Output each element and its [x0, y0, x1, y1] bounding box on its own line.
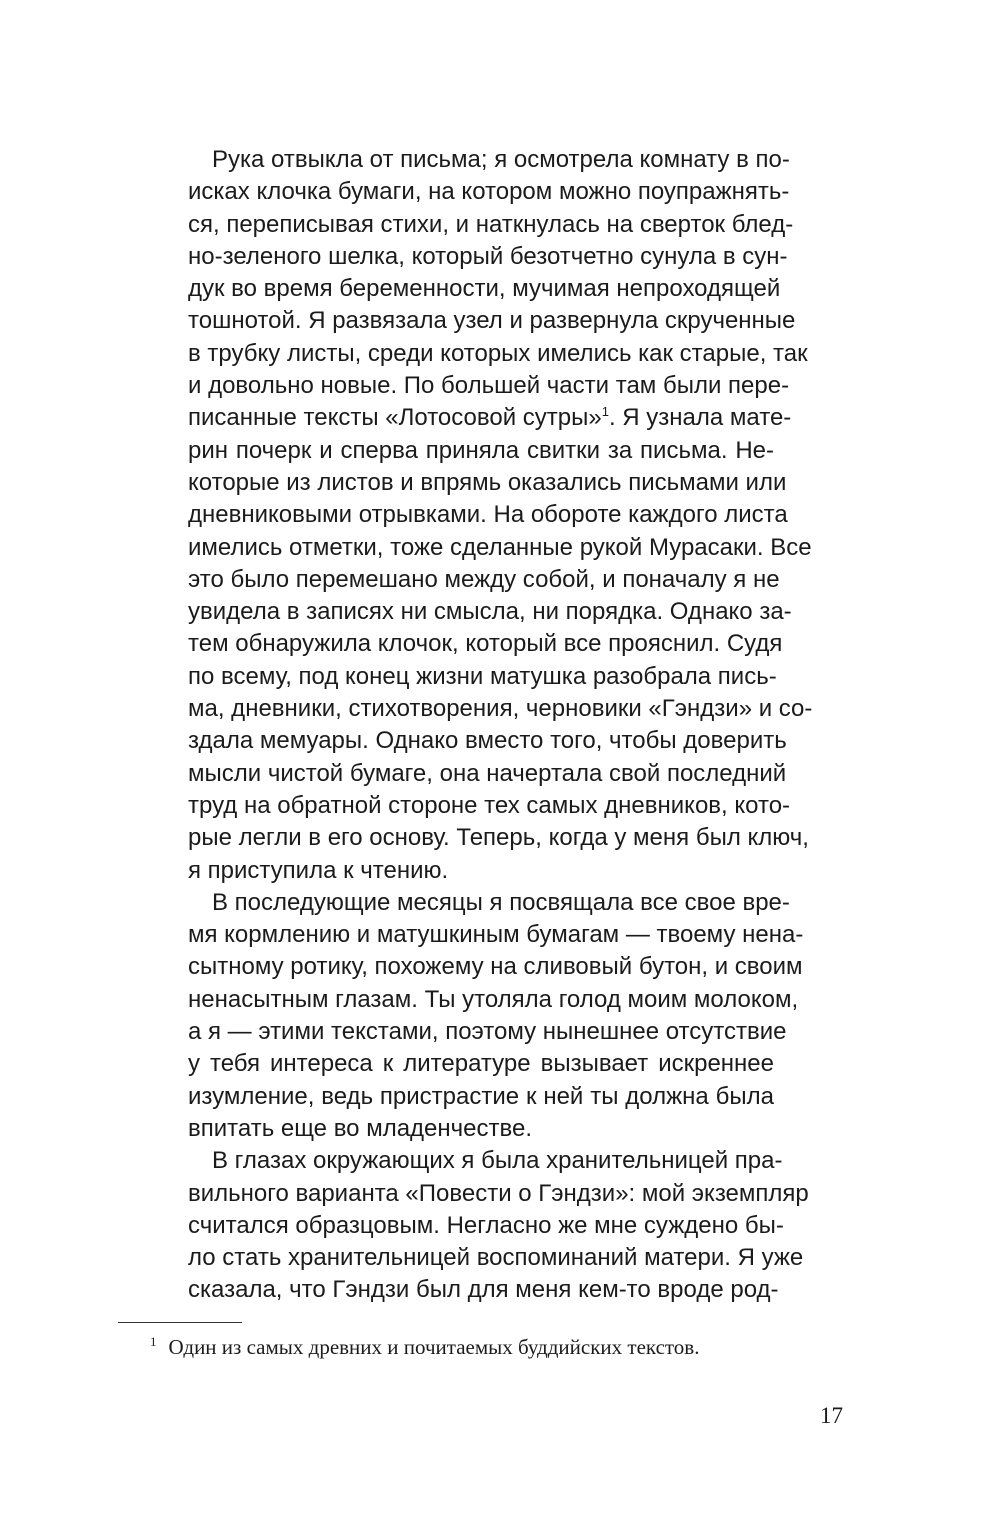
- text-line: ся, переписывая стихи, и наткнулась на сверток блед-: [188, 210, 794, 238]
- text-line: мя кормлению и матушкиным бумагам — твоему нена-: [188, 921, 804, 949]
- footnote-divider: [118, 1322, 242, 1323]
- text-line: дук во время беременности, мучимая непроходящей: [188, 275, 781, 303]
- text-line: а я — этими текстами, поэтому нынешнее отсутствие: [188, 1018, 787, 1046]
- text-line: труд на обратной стороне тех самых дневников, кото-: [188, 791, 791, 819]
- text-segment: писанные тексты «Лотосовой сутры»: [188, 404, 602, 432]
- text-line: ло стать хранительницей воспоминаний матери. Я уже: [188, 1244, 804, 1272]
- text-line: Рука отвыкла от письма; я осмотрела комнату в по-: [212, 146, 790, 173]
- text-line: ма, дневники, стихотворения, черновики «Гэндзи» и со-: [188, 695, 813, 723]
- text-line: тем обнаружила клочок, который все прояснил. Судя: [188, 630, 783, 658]
- text-line: по всему, под конец жизни матушка разобрала пись-: [188, 662, 777, 690]
- text-line: рин почерк и сперва приняла свитки за письма. Не-: [188, 436, 774, 464]
- text-line: вильного варианта «Повести о Гэндзи»: мой экземпляр: [188, 1179, 809, 1207]
- body-text: [188, 144, 813, 1307]
- text-line: В последующие месяцы я посвящала все свое вре-: [212, 888, 790, 916]
- text-line: в трубку листы, среди которых имелись как старые, так: [188, 339, 808, 367]
- text-line: мысли чистой бумаге, она начертала свой последний: [188, 759, 787, 787]
- text-line: которые из листов и впрямь оказались письмами или: [188, 468, 787, 496]
- text-line: изумление, ведь пристрастие к ней ты должна была: [188, 1082, 774, 1110]
- text-line: впитать еще во младенчестве.: [188, 1114, 532, 1142]
- text-line: сытному ротику, похожему на сливовый бутон, и своим: [188, 953, 803, 981]
- text-line: тошнотой. Я развязала узел и развернула скрученные: [188, 307, 796, 335]
- footnote-number: 1: [150, 1334, 157, 1349]
- text-line: сказала, что Гэндзи был для меня кем-то вроде род-: [188, 1276, 779, 1304]
- text-line: здала мемуары. Однако вместо того, чтобы доверить: [188, 727, 787, 755]
- text-segment: . Я узнала мате-: [608, 404, 792, 432]
- text-line: имелись отметки, тоже сделанные рукой Мурасаки. Все: [188, 533, 812, 561]
- text-line-with-footnote: [188, 402, 792, 434]
- text-line: исках клочка бумаги, на котором можно поупражнять-: [188, 178, 790, 206]
- text-line: В глазах окружающих я была хранительницей пра-: [212, 1147, 783, 1175]
- text-line: я приступила к чтению.: [188, 856, 449, 884]
- text-line: и довольно новые. По большей части там были пере-: [188, 372, 790, 400]
- text-line: дневниковыми отрывками. На обороте каждого листа: [188, 501, 788, 529]
- text-line: это было перемешано между собой, и поначалу я не: [188, 565, 780, 593]
- text-line: у тебя интереса к литературе вызывает искреннее: [188, 1050, 774, 1078]
- text-line: но-зеленого шелка, который безотчетно сунула в сун-: [188, 242, 788, 270]
- text-line: считался образцовым. Негласно же мне суждено бы-: [188, 1211, 784, 1239]
- footnote-text: Один из самых древних и почитаемых буддийских текстов.: [168, 1335, 700, 1359]
- footnote-reference: 1: [601, 404, 609, 420]
- text-line: рые легли в его основу. Теперь, когда у меня был ключ,: [188, 824, 809, 852]
- footnote: [150, 1334, 699, 1360]
- text-line: увидела в записях ни смысла, ни порядка. Однако за-: [188, 598, 792, 626]
- text-line: ненасытным глазам. Ты утоляла голод моим молоком,: [188, 985, 799, 1013]
- page-number: 17: [820, 1403, 843, 1428]
